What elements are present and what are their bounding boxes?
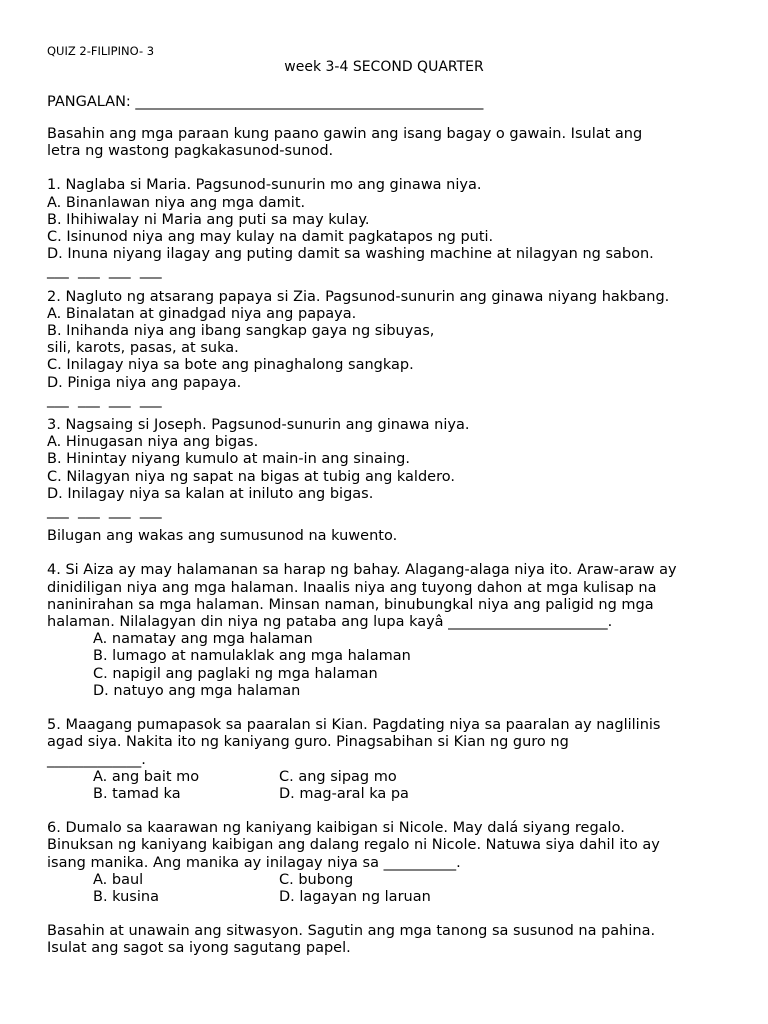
question-stem: isang manika. Ang manika ay inilagay niya sa __________.: [47, 854, 461, 871]
option: D. mag-aral ka pa: [279, 785, 409, 802]
question-stem: dinidiligan niya ang mga halaman. Inaalis niya ang tuyong dahon at mga kulisap na: [47, 579, 657, 596]
option: C. Inilagay niya sa bote ang pinaghalong sangkap.: [47, 357, 414, 374]
option-row: [47, 872, 747, 889]
name-field-line: PANGALAN: ________________________________________________: [47, 94, 484, 110]
question-stem: 2. Nagluto ng atsarang papaya si Zia. Pagsunod-sunurin ang ginawa niyang hakbang.: [47, 288, 670, 305]
instructions-line: Basahin ang mga paraan kung paano gawin ang isang bagay o gawain. Isulat ang: [47, 126, 643, 142]
question-stem: 1. Naglaba si Maria. Pagsunod-sunurin mo ang ginawa niya.: [47, 177, 482, 194]
option: B. tamad ka: [93, 785, 181, 802]
option: B. kusina: [93, 888, 159, 905]
question-stem: halaman. Nilalagyan din niya ng pataba ang lupa kayâ ______________________.: [47, 614, 613, 631]
answer-blanks: ___ ___ ___ ___: [47, 503, 162, 520]
instructions-line: Isulat ang sagot sa iyong sagutang papel.: [47, 940, 351, 957]
option-row: [47, 889, 747, 906]
option-row: [47, 786, 747, 803]
option: sili, karots, pasas, at suka.: [47, 340, 239, 357]
option: A. baul: [93, 871, 144, 888]
option-row: [47, 769, 747, 786]
option: D. Inilagay niya sa kalan at iniluto ang bigas.: [47, 485, 374, 502]
question-stem: _____________.: [47, 751, 146, 768]
option: A. Binalatan at ginadgad niya ang papaya.: [47, 305, 357, 322]
option: A. namatay ang mga halaman: [93, 631, 313, 648]
option: D. lagayan ng laruan: [279, 888, 431, 905]
option: C. Nilagyan niya ng sapat na bigas at tubig ang kaldero.: [47, 468, 455, 485]
question-stem: 5. Maagang pumapasok sa paaralan si Kian. Pagdating niya sa paaralan ay naglilinis: [47, 717, 661, 734]
option: B. lumago at namulaklak ang mga halaman: [93, 648, 411, 665]
option: C. napigil ang paglaki ng mga halaman: [93, 665, 378, 682]
option: C. ang sipag mo: [279, 768, 397, 785]
page-subtitle: week 3-4 SECOND QUARTER: [284, 59, 484, 75]
option: D. Inuna niyang ilagay ang puting damit sa washing machine at nilagyan ng sabon.: [47, 246, 654, 263]
answer-blanks: ___ ___ ___ ___: [47, 263, 162, 280]
option: B. Hinintay niyang kumulo at main-in ang sinaing.: [47, 451, 410, 468]
instructions-line: letra ng wastong pagkakasunod-sunod.: [47, 143, 334, 160]
question-stem: 6. Dumalo sa kaarawan ng kaniyang kaibigan si Nicole. May dalá siyang regalo.: [47, 820, 625, 837]
quiz-label: QUIZ 2-FILIPINO- 3: [47, 44, 155, 58]
question-stem: 3. Nagsaing si Joseph. Pagsunod-sunurin ang ginawa niya.: [47, 417, 470, 434]
question-stem: agad siya. Nakita ito ng kaniyang guro. Pinagsabihan si Kian ng guro ng: [47, 734, 569, 751]
instructions-line: Bilugan ang wakas ang sumusunod na kuwento.: [47, 528, 398, 545]
option: B. Ihihiwalay ni Maria ang puti sa may kulay.: [47, 211, 370, 228]
question-stem: Binuksan ng kaniyang kaibigan ang dalang regalo ni Nicole. Natuwa siya dahil ito ay: [47, 837, 660, 854]
quiz-content: [47, 126, 747, 958]
question-stem: naninirahan sa mga halaman. Minsan naman, binubungkal niya ang paligid ng mga: [47, 596, 654, 613]
instructions-line: Basahin at unawain ang sitwasyon. Sagutin ang mga tanong sa susunod na pahina.: [47, 923, 656, 940]
answer-blanks: ___ ___ ___ ___: [47, 391, 162, 408]
option: C. Isinunod niya ang may kulay na damit pagkatapos ng puti.: [47, 229, 494, 246]
option: D. natuyo ang mga halaman: [93, 682, 301, 699]
option: C. bubong: [279, 871, 354, 888]
option: A. Binanlawan niya ang mga damit.: [47, 194, 306, 211]
option: A. Hinugasan niya ang bigas.: [47, 434, 259, 451]
option: A. ang bait mo: [93, 768, 200, 785]
option: D. Piniga niya ang papaya.: [47, 374, 242, 391]
question-stem: 4. Si Aiza ay may halamanan sa harap ng bahay. Alagang-alaga niya ito. Araw-araw ay: [47, 562, 677, 579]
option: B. Inihanda niya ang ibang sangkap gaya ng sibuyas,: [47, 323, 435, 340]
